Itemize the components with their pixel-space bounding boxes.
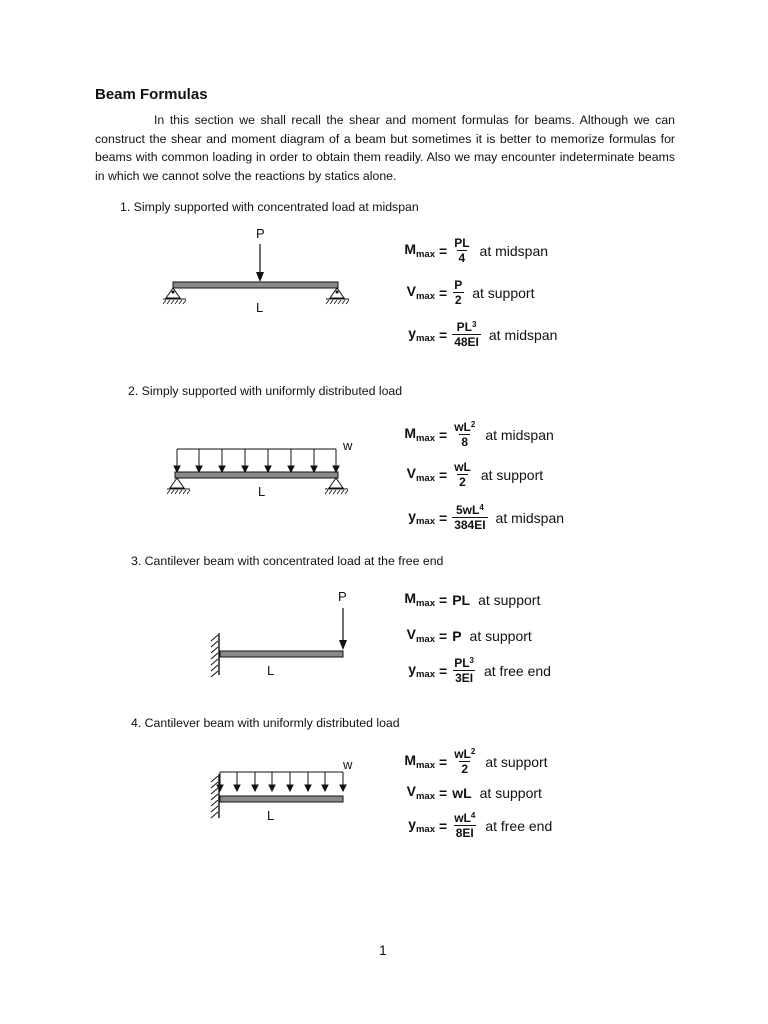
beam (173, 282, 338, 288)
formula-row: $M_{max}$ = $\frac{wL^2}{2}$ at support (404, 747, 548, 776)
formula-row: $V_{max}$ = $\frac{wL}{2}$ at support (406, 460, 544, 489)
pin-support-right (326, 288, 349, 304)
formula-row: $y_{max}$ = $\frac{5wL^4}{384EI}$ at midspan (408, 503, 565, 532)
load-label: w (343, 757, 353, 772)
length-label: L (258, 484, 266, 499)
length-label: L (267, 808, 275, 823)
load-label: P (256, 226, 265, 241)
section-4-heading: 4. Cantilever beam with uniformly distributed load (131, 716, 400, 730)
formula-row: $M_{max}$ = $\frac{wL^2}{8}$ at midspan (404, 420, 554, 449)
page-number: 1 (379, 942, 387, 958)
pin-support-left (167, 478, 190, 494)
formula-row: $V_{max}$ = wL at support (406, 783, 542, 802)
intro-paragraph: In this section we shall recall the shear and moment formulas for beams. Although we can construct the shear and moment diagram of a beam but sometimes it is better to memorize formulas for beams with common loading in order to obtain them readily. Also we may encounter indeterminate beams in which we cannot solve the reactions by statics alone. (95, 113, 675, 183)
formula-row: $V_{max}$ = P at support (406, 626, 532, 645)
load-arrowhead (256, 272, 264, 282)
beam (175, 472, 338, 478)
pin-support-right (325, 478, 348, 494)
section-2-heading: 2. Simply supported with uniformly distributed load (128, 384, 403, 398)
formula-row: $y_{max}$ = $\frac{PL^3}{3EI}$ at free end (408, 656, 551, 685)
formula-row: $M_{max}$ = $\frac{PL}{4}$ at midspan (404, 236, 549, 265)
beam (220, 796, 343, 802)
diagram-cantilever-udl (200, 752, 360, 832)
page-title: Beam Formulas (95, 86, 208, 103)
fixed-support (211, 633, 219, 677)
section-3-heading: 3. Cantilever beam with concentrated load at the free end (131, 554, 444, 568)
load-arrowhead (339, 640, 347, 650)
udl-arrows (217, 772, 346, 791)
beam (220, 651, 343, 657)
diagram-simple-point-load (160, 222, 360, 318)
formula-row: $y_{max}$ = $\frac{wL^4}{8EI}$ at free end (408, 811, 553, 840)
diagram-cantilever-point-load (200, 586, 360, 681)
pin-support-left (163, 288, 186, 304)
diagram-simple-udl (160, 432, 360, 502)
fixed-support (211, 774, 219, 818)
formula-row: $M_{max}$ = PL at support (404, 590, 541, 609)
section-1-heading: 1. Simply supported with concentrated load at midspan (120, 200, 419, 214)
length-label: L (267, 663, 275, 678)
formula-row: $V_{max}$ = $\frac{P}{2}$ at support (406, 278, 535, 307)
udl-arrows (174, 449, 339, 472)
load-label: P (338, 589, 347, 604)
length-label: L (256, 300, 264, 315)
formula-row: $y_{max}$ = $\frac{PL^3}{48EI}$ at midspan (408, 320, 558, 349)
load-label: w (343, 438, 353, 453)
